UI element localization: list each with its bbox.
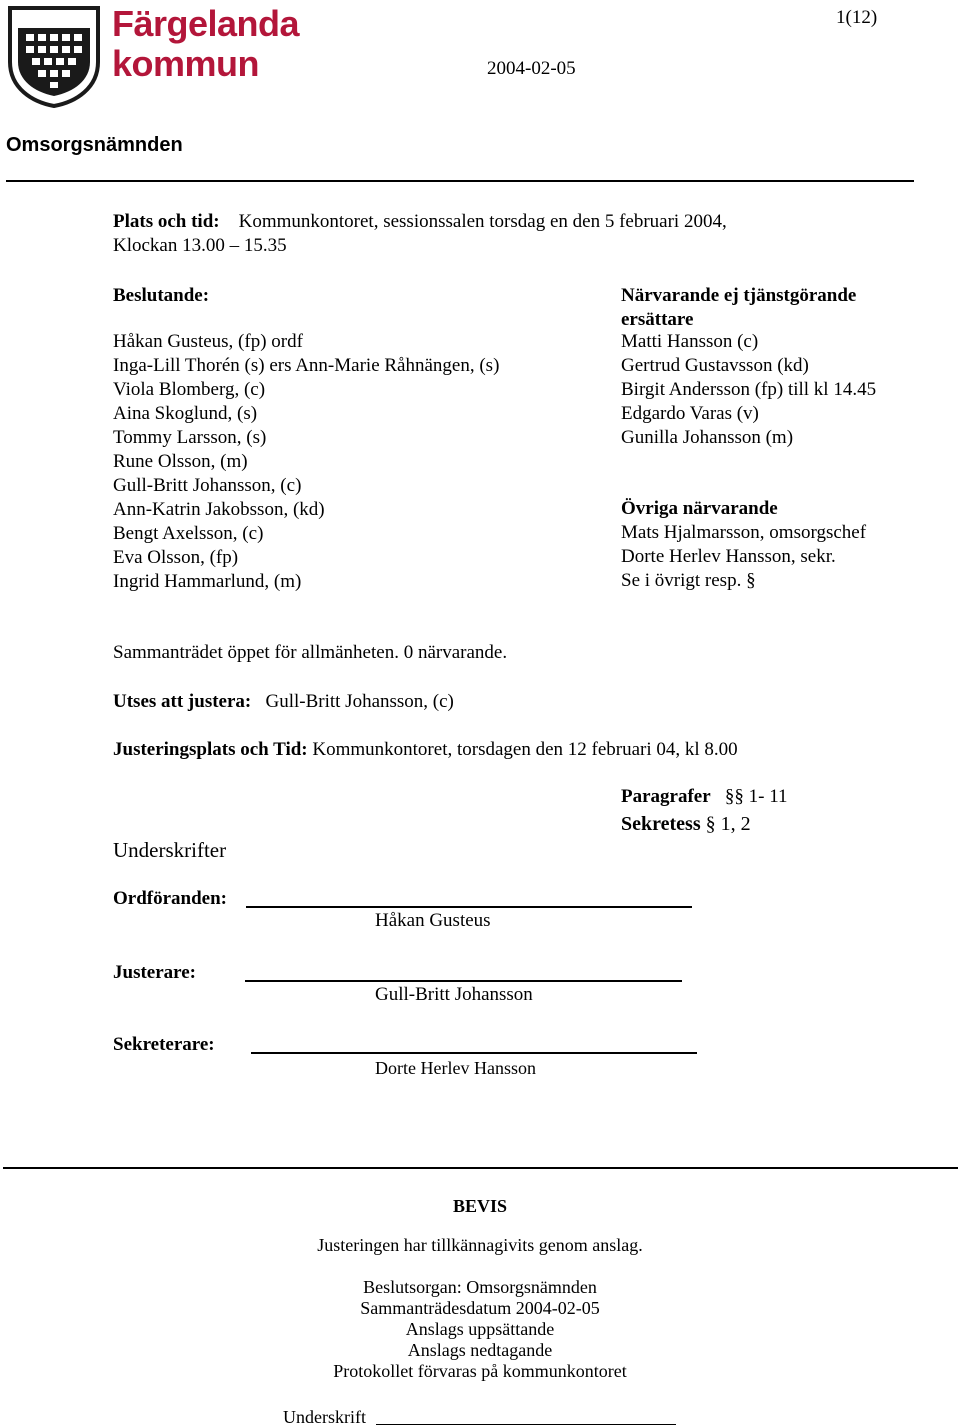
secrecy-value: § 1, 2: [705, 813, 751, 835]
list-item: Ingrid Hammarlund, (m): [113, 571, 302, 592]
list-item: Inga-Lill Thorén (s) ers Ann-Marie Råhnängen, (s): [113, 355, 500, 376]
list-item: Mats Hjalmarsson, omsorgschef: [621, 522, 867, 543]
list-item: Anslags nedtagande: [407, 1340, 553, 1360]
list-item: Ann-Katrin Jakobsson, (kd): [113, 499, 325, 520]
list-item: Dorte Herlev Hansson, sekr.: [621, 546, 836, 567]
adjust-place-value: Kommunkontoret, torsdagen den 12 februari 04, kl 8.00: [307, 739, 738, 760]
proof-signature-line: [376, 1424, 676, 1425]
list-item: Gull-Britt Johansson, (c): [113, 475, 302, 496]
list-item: Håkan Gusteus, (fp) ordf: [113, 331, 303, 352]
proof-text: Justeringen har tillkännagivits genom anslag.: [317, 1235, 643, 1255]
adjuster-row: [113, 690, 454, 714]
substitutes-heading-line2: ersättare: [621, 309, 694, 330]
list-item: Eva Olsson, (fp): [113, 547, 239, 568]
substitutes-list: [621, 330, 876, 450]
logo-title-line2: kommun: [112, 43, 260, 84]
secrecy-row: [621, 811, 751, 837]
page-number: 1(12): [836, 7, 878, 28]
secretary-name: Dorte Herlev Hansson: [375, 1058, 536, 1078]
meeting-place-value: Kommunkontoret, sessionssalen torsdag en den 5 februari 2004,: [238, 211, 727, 232]
chair-label: Ordföranden:: [113, 888, 227, 909]
coat-of-arms-icon: [6, 4, 102, 108]
adjuster-signature-line: [245, 980, 682, 982]
list-item: Se i övrigt resp. §: [621, 570, 756, 591]
list-item: Rune Olsson, (m): [113, 451, 248, 472]
adjuster-label: Utses att justera:: [113, 691, 252, 712]
proof-heading: BEVIS: [452, 1196, 508, 1216]
list-item: Edgardo Varas (v): [621, 403, 759, 424]
proof-lines: [0, 1277, 960, 1382]
logo-title-line1: Färgelanda: [112, 3, 300, 44]
footer-rule: [3, 1167, 958, 1169]
list-item: Anslags uppsättande: [405, 1319, 555, 1339]
list-item: Beslutsorgan: Omsorgsnämnden: [363, 1277, 597, 1297]
adjuster-value: Gull-Britt Johansson, (c): [265, 691, 454, 712]
meeting-place-label: Plats och tid:: [113, 211, 220, 232]
municipality-logo: [6, 3, 300, 108]
secretary-label: Sekreterare:: [113, 1034, 215, 1055]
list-item: Tommy Larsson, (s): [113, 427, 267, 448]
secrecy-label: Sekretess: [621, 813, 701, 835]
document-date: 2004-02-05: [487, 58, 576, 79]
proof-signature-label: Underskrift: [283, 1407, 366, 1427]
meeting-time: Klockan 13.00 – 15.35: [113, 235, 287, 256]
adjust-place-row: [113, 738, 738, 762]
meeting-place-row: [113, 210, 727, 234]
substitutes-heading: [621, 284, 856, 332]
public-note: Sammanträdet öppet för allmänheten. 0 närvarande.: [113, 642, 508, 663]
deciding-list: [113, 330, 499, 594]
list-item: Protokollet förvaras på kommunkontoret: [333, 1361, 627, 1381]
header-rule: [6, 180, 914, 182]
adjuster-name: Gull-Britt Johansson: [375, 984, 533, 1005]
chair-signature-line: [246, 906, 692, 908]
list-item: Gunilla Johansson (m): [621, 427, 794, 448]
list-item: Birgit Andersson (fp) till kl 14.45: [621, 379, 877, 400]
paragraphs-label: Paragrafer: [621, 786, 711, 807]
adjuster-signature-label: Justerare:: [113, 962, 197, 983]
signatures-heading: Underskrifter: [113, 838, 227, 862]
paragraphs-row: [621, 785, 788, 809]
deciding-heading: Beslutande:: [113, 285, 210, 306]
adjust-place-label: Justeringsplats och Tid:: [113, 739, 308, 760]
list-item: Sammanträdesdatum 2004-02-05: [360, 1298, 600, 1318]
chair-name: Håkan Gusteus: [375, 910, 491, 931]
secretary-signature-line: [251, 1052, 697, 1054]
substitutes-heading-line1: Närvarande ej tjänstgörande: [621, 285, 857, 306]
others-list: [621, 521, 866, 593]
list-item: Gertrud Gustavsson (kd): [621, 355, 809, 376]
list-item: Matti Hansson (c): [621, 331, 759, 352]
list-item: Aina Skoglund, (s): [113, 403, 258, 424]
others-heading: Övriga närvarande: [621, 498, 778, 519]
committee-title: Omsorgsnämnden: [6, 134, 183, 156]
list-item: Viola Blomberg, (c): [113, 379, 266, 400]
paragraphs-value: §§ 1- 11: [724, 786, 788, 807]
list-item: Bengt Axelsson, (c): [113, 523, 264, 544]
